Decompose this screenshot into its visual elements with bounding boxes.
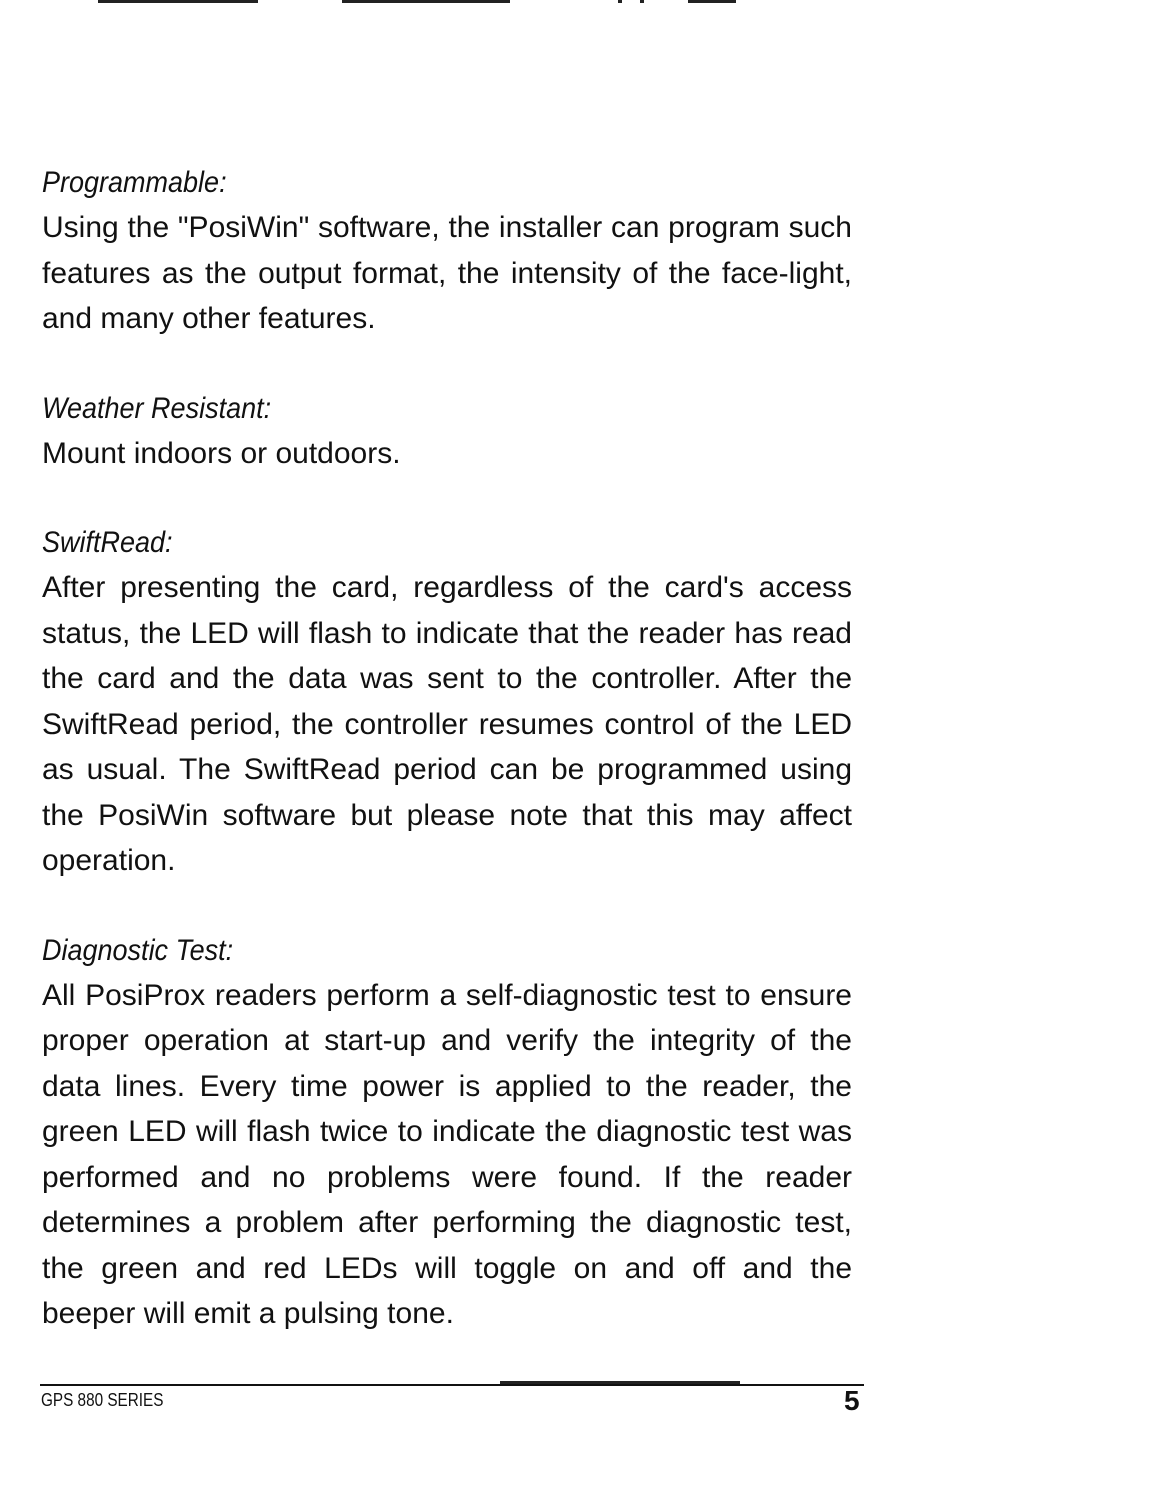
section-weather-resistant (42, 386, 852, 477)
footer-series-label: GPS 880 SERIES (41, 1390, 164, 1410)
section-heading: Weather Resistant: (42, 391, 272, 425)
section-heading: Diagnostic Test: (42, 933, 234, 967)
scan-mark (688, 0, 736, 3)
section-heading: SwiftRead: (42, 526, 173, 559)
section-swiftread (42, 520, 852, 884)
section-body: Using the "PosiWin" software, the installer can program such features as the output format, the intensity of the face-light, and many other features. (42, 211, 852, 335)
page-number: 5 (844, 1385, 860, 1416)
section-heading: Programmable: (42, 166, 227, 199)
top-scan-marks (0, 0, 1159, 6)
scan-mark (640, 0, 644, 3)
scan-mark (98, 0, 258, 3)
section-body: Mount indoors or outdoors. (42, 436, 401, 470)
section-diagnostic-test (42, 928, 852, 1337)
footer-rule (40, 1384, 864, 1386)
scan-mark (342, 0, 510, 3)
section-body: After presenting the card, regardless of the card's access status, the LED will flash to indicate that the reader has read the card and the data was sent to the controller. After the SwiftRead period, the controller resumes control of the LED as usual. The SwiftRead period can be programmed using the PosiWin software but please note that this may affect operation. (42, 571, 852, 877)
section-body: All PosiProx readers perform a self-diagnostic test to ensure proper operation at start-up and verify the integrity of the data lines. Every time power is applied to the reader, the green LED will flash twice to indicate the diagnostic test was performed and no problems were found. If the reader determines a problem after performing the diagnostic test, the green and red LEDs will toggle on and off and the beeper will emit a pulsing tone. (42, 978, 852, 1330)
section-programmable (42, 160, 852, 342)
page-content (42, 160, 852, 1381)
scan-mark (618, 0, 622, 3)
